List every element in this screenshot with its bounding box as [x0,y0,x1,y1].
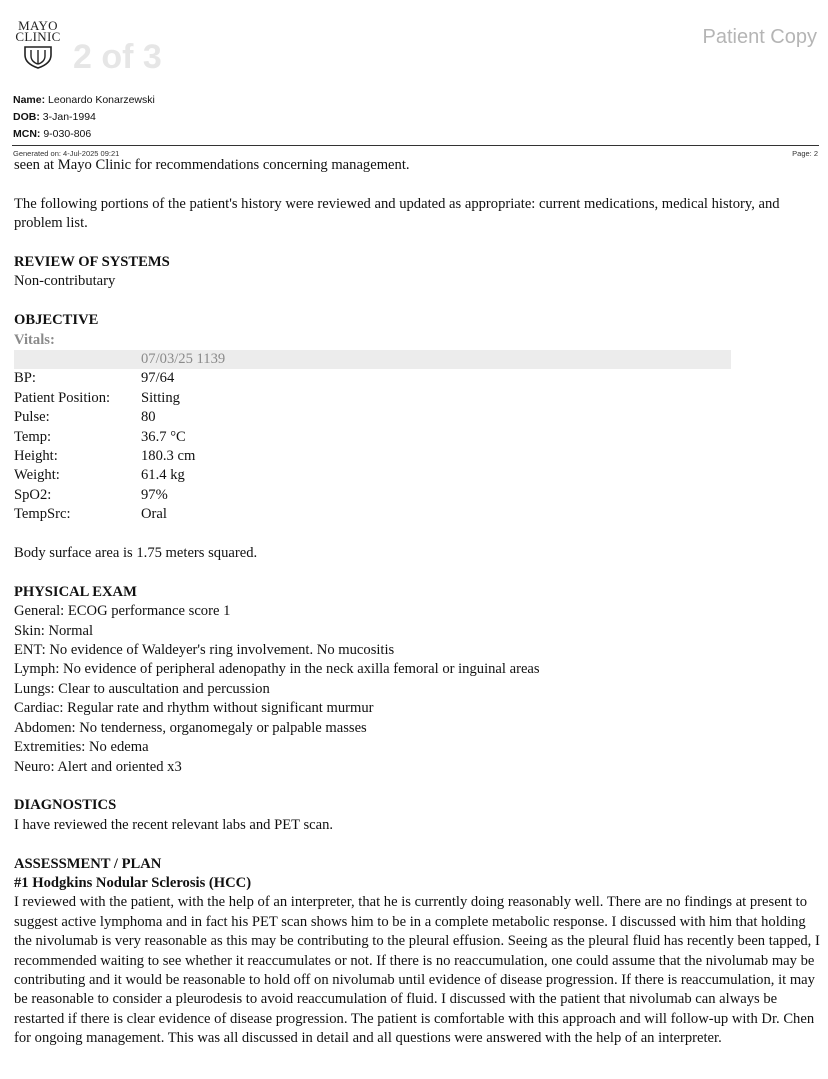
ros-heading: REVIEW OF SYSTEMS [14,254,170,270]
vital-key: TempSrc: [14,506,71,523]
bsa-text: Body surface area is 1.75 meters squared. [14,545,258,562]
vitals-row [14,369,731,388]
assessment-heading: ASSESSMENT / PLAN [14,855,162,872]
exam-line: Cardiac: Regular rate and rhythm without significant murmur [14,700,374,717]
vital-value: Oral [141,506,167,523]
objective-heading: OBJECTIVE [14,312,99,329]
vital-value: 80 [141,409,156,426]
vital-key: Pulse: [14,409,50,426]
patient-copy-label: Patient Copy [702,26,817,48]
vital-key: Weight: [14,467,60,484]
vital-key: Patient Position: [14,389,111,406]
vitals-row [14,389,731,408]
dob-row [13,109,155,126]
vital-value: 180.3 cm [141,448,196,465]
vitals-table [14,350,731,525]
vitals-datetime: 07/03/25 1139 [141,350,731,369]
mayo-clinic-logo [13,20,63,69]
vitals-row [14,486,731,505]
mcn-label: MCN: [13,128,41,140]
mcn-row [13,126,155,143]
name-row [13,92,155,109]
exam-line: Extremities: No edema [14,739,149,756]
exam-line: Neuro: Alert and oriented x3 [14,758,182,775]
vitals-row [14,408,731,427]
logo-text-clinic: CLINIC [15,29,61,44]
vital-key: Temp: [14,428,52,445]
vital-value: 97/64 [141,370,175,387]
exam-heading: PHYSICAL EXAM [14,583,137,600]
vital-value: 36.7 °C [141,428,186,445]
dob-label: DOB: [13,111,40,123]
logo-text-mayo: MAYO [18,18,58,33]
vital-value: 61.4 kg [141,467,185,484]
name-label: Name: [13,94,46,106]
exam-line: Lymph: No evidence of peripheral adenopathy in the neck axilla femoral or inguinal areas [14,661,540,678]
vitals-row [14,505,731,524]
patient-mcn: 9-030-806 [43,128,92,140]
page-number: Page: 2 [792,149,818,158]
vitals-row [14,428,731,447]
intro-line: seen at Mayo Clinic for recommendations concerning management. [14,157,410,173]
vitals-datetime-row [14,350,731,369]
patient-identifiers [13,92,155,143]
vitals-label: Vitals: [14,331,55,348]
exam-line: Skin: Normal [14,622,94,639]
vital-value: Sitting [141,389,180,406]
ros-text: Non-contributary [14,273,116,290]
history-reviewed: The following portions of the patient's history were reviewed and updated as appropriate: current medications, medical history, and problem list. [14,195,780,232]
patient-dob: 3-Jan-1994 [42,111,96,123]
vital-key: SpO2: [14,486,52,503]
document-header [0,0,828,158]
problem-title: #1 Hodgkins Nodular Sclerosis (HCC) [14,874,252,891]
generated-on: Generated on: 4-Jul-2025 09:21 [13,149,120,158]
vitals-row [14,447,731,466]
vital-value: 97% [141,486,168,503]
exam-line: ENT: No evidence of Waldeyer's ring involvement. No mucositis [14,642,395,659]
page-watermark: 2 of 3 [73,38,162,76]
exam-line: General: ECOG performance score 1 [14,603,231,620]
exam-line: Lungs: Clear to auscultation and percussion [14,680,270,697]
exam-line: Abdomen: No tenderness, organomegaly or palpable masses [14,719,367,736]
patient-name: Leonardo Konarzewski [48,94,155,106]
vitals-row [14,466,731,485]
vital-key: BP: [14,370,36,387]
vital-key: Height: [14,448,58,465]
diagnostics-text: I have reviewed the recent relevant labs and PET scan. [14,816,334,833]
assessment-text: I reviewed with the patient, with the help of an interpreter, that he is currently doing reasonably well. There are no findings at present to suggest active lymphoma and in fact his PET scan shows him to be in a complete metabolic response. I discussed with him that holding the nivolumab is very reasonable as this may be contributing to the pleural effusion. Seeing as the pleural fluid has recently been tapped, I recommended waiting to see whether it reaccumulates or not. If there is no reaccumulation, one could assume that the nivolumab may be contributing and it would be reasonable to hold off on nivolumab until evidence of disease progression. If there is reaccumulation, it may be reasonable to consider a pleurodesis to avoid reaccumulation of fluid. I discussed with the patient that nivolumab can always be restarted if there is clear evidence of disease progression. The patient is comfortable with this approach and will follow-up with Dr. Chen for ongoing management. This was all discussed in detail and all questions were answered with the help of an interpreter. [14,894,820,1047]
note-body [14,156,820,1049]
diagnostics-heading: DIAGNOSTICS [14,797,117,814]
header-divider [12,145,819,146]
shield-icon [23,45,53,69]
